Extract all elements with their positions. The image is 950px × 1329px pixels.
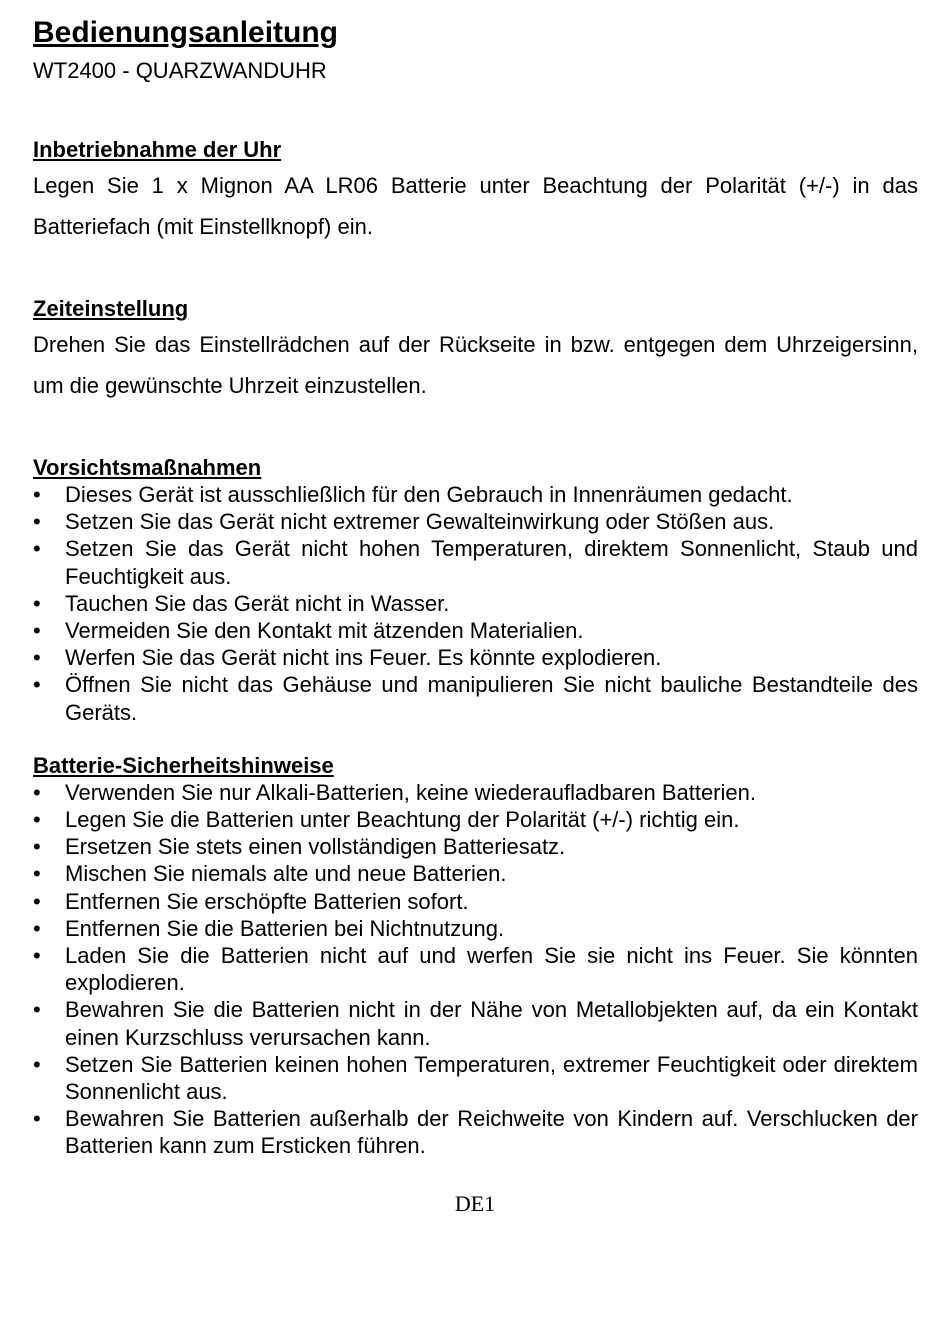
bullet-icon: • [33, 645, 41, 671]
bullet-icon: • [33, 509, 41, 535]
list-item [33, 860, 918, 887]
list-item-text: Entfernen Sie erschöpfte Batterien sofort. [65, 888, 469, 914]
list-item [33, 915, 918, 942]
bullet-icon: • [33, 997, 41, 1023]
list-item-text: Legen Sie die Batterien unter Beachtung der Polarität (+/-) richtig ein. [65, 807, 740, 833]
list-item-text: Dieses Gerät ist ausschließlich für den Gebrauch in Innenräumen gedacht. [65, 482, 793, 507]
bullet-icon: • [33, 536, 41, 562]
document-page [33, 14, 918, 1160]
list-item [33, 833, 918, 860]
list-item-text: Setzen Sie Batterien keinen hohen Temperaturen, extremer Feuchtigkeit oder direktem Sonnenlicht aus. [65, 1051, 918, 1105]
list-item [33, 942, 918, 996]
bullet-icon: • [33, 1106, 41, 1132]
bullet-icon: • [33, 1051, 41, 1077]
document-subtitle: WT2400 - QUARZWANDUHR [33, 58, 327, 83]
section-heading: Zeiteinstellung [33, 296, 189, 321]
list-item-text: Setzen Sie das Gerät nicht extremer Gewalteinwirkung oder Stößen aus. [65, 509, 775, 535]
bullet-icon: • [33, 779, 41, 805]
list-item-text: Laden Sie die Batterien nicht auf und werfen Sie sie nicht ins Feuer. Sie könnten explodieren. [65, 943, 918, 996]
bullet-icon: • [33, 590, 41, 616]
bullet-icon: • [33, 861, 41, 887]
battery-safety-list [33, 779, 918, 1160]
section-heading: Vorsichtsmaßnahmen [33, 455, 262, 480]
list-item-text: Mischen Sie niemals alte und neue Batterien. [65, 861, 507, 887]
bullet-icon: • [33, 618, 41, 644]
list-item [33, 806, 918, 833]
bullet-icon: • [33, 943, 41, 969]
section-zeiteinstellung [33, 295, 918, 406]
list-item [33, 590, 918, 617]
list-item-text: Setzen Sie das Gerät nicht hohen Temperaturen, direktem Sonnenlicht, Staub und Feuchtigkeit aus. [65, 536, 918, 589]
list-item-text: Verwenden Sie nur Alkali-Batterien, keine wiederaufladbaren Batterien. [65, 779, 756, 805]
bullet-icon: • [33, 915, 41, 941]
list-item [33, 481, 918, 508]
bullet-icon: • [33, 807, 41, 833]
bullet-icon: • [33, 834, 41, 860]
list-item-text: Öffnen Sie nicht das Gehäuse und manipulieren Sie nicht bauliche Bestandteile des Geräts. [65, 672, 918, 725]
list-item-text: Werfen Sie das Gerät nicht ins Feuer. Es könnte explodieren. [65, 645, 662, 671]
list-item [33, 508, 918, 535]
list-item-text: Entfernen Sie die Batterien bei Nichtnutzung. [65, 915, 505, 941]
list-item [33, 644, 918, 671]
list-item [33, 1051, 918, 1105]
section-heading: Batterie-Sicherheitshinweise [33, 752, 334, 778]
list-item-text: Bewahren Sie die Batterien nicht in der Nähe von Metallobjekten auf, da ein Kontakt einen Kurzschluss verursachen kann. [65, 997, 918, 1050]
list-item [33, 1105, 918, 1159]
list-item-text: Ersetzen Sie stets einen vollständigen Batteriesatz. [65, 834, 566, 860]
list-item [33, 535, 918, 589]
document-title: Bedienungsanleitung [33, 16, 339, 49]
list-item [33, 779, 918, 806]
section-heading: Inbetriebnahme der Uhr [33, 137, 282, 162]
section-batterie-sicherheitshinweise [33, 752, 918, 1160]
precautions-list [33, 481, 918, 726]
list-item [33, 996, 918, 1050]
bullet-icon: • [33, 672, 41, 698]
bullet-icon: • [33, 888, 41, 914]
list-item-text: Vermeiden Sie den Kontakt mit ätzenden Materialien. [65, 618, 584, 644]
bullet-icon: • [33, 482, 41, 507]
list-item [33, 617, 918, 644]
section-inbetriebnahme [33, 136, 918, 247]
page-number: DE1 [454, 1191, 496, 1216]
section-paragraph: Drehen Sie das Einstellrädchen auf der Rückseite in bzw. entgegen dem Uhrzeigersinn, um die gewünschte Uhrzeit einzustellen. [33, 332, 918, 398]
section-vorsichtsmassnahmen [33, 454, 918, 726]
list-item-text: Bewahren Sie Batterien außerhalb der Reichweite von Kindern auf. Verschlucken der Batterien kann zum Ersticken führen. [65, 1106, 918, 1159]
section-paragraph: Legen Sie 1 x Mignon AA LR06 Batterie unter Beachtung der Polarität (+/-) in das Batteriefach (mit Einstellknopf) ein. [33, 173, 918, 239]
list-item [33, 888, 918, 915]
list-item [33, 671, 918, 725]
list-item-text: Tauchen Sie das Gerät nicht in Wasser. [65, 590, 450, 616]
